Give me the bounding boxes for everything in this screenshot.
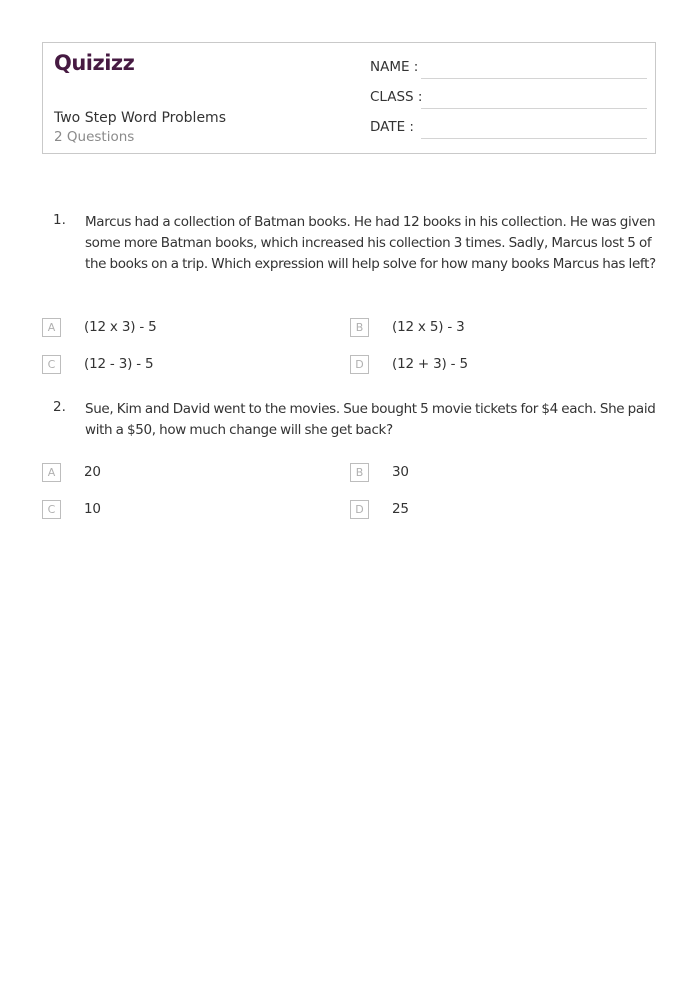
option-text: 20 — [84, 464, 101, 480]
option-a[interactable] — [42, 318, 322, 339]
option-letter-box: C — [42, 500, 61, 519]
date-field[interactable] — [370, 119, 647, 139]
question-number: 1. — [53, 212, 66, 228]
option-letter-box: B — [350, 318, 369, 337]
option-text: 30 — [392, 464, 409, 480]
option-letter-box: C — [42, 355, 61, 374]
option-d[interactable] — [350, 355, 630, 376]
class-label: CLASS : — [370, 89, 423, 105]
option-letter-box: A — [42, 318, 61, 337]
name-label: NAME : — [370, 59, 419, 75]
quizizz-logo: Quizizz — [54, 51, 135, 75]
worksheet-title: Two Step Word Problems — [54, 110, 226, 126]
question-1 — [42, 212, 656, 387]
option-b[interactable] — [350, 463, 630, 484]
date-label: DATE : — [370, 119, 414, 135]
option-d[interactable] — [350, 500, 630, 521]
worksheet-header — [42, 42, 656, 154]
option-b[interactable] — [350, 318, 630, 339]
option-text: (12 x 5) - 3 — [392, 319, 465, 335]
option-c[interactable] — [42, 500, 322, 521]
name-line[interactable] — [421, 78, 647, 79]
name-field[interactable] — [370, 59, 647, 79]
class-field[interactable] — [370, 89, 647, 109]
option-text: (12 x 3) - 5 — [84, 319, 157, 335]
option-text: (12 + 3) - 5 — [392, 356, 468, 372]
date-line[interactable] — [421, 138, 647, 139]
option-text: 10 — [84, 501, 101, 517]
class-line[interactable] — [421, 108, 647, 109]
option-c[interactable] — [42, 355, 322, 376]
question-number: 2. — [53, 399, 66, 415]
option-letter-box: D — [350, 500, 369, 519]
option-text: (12 - 3) - 5 — [84, 356, 154, 372]
option-a[interactable] — [42, 463, 322, 484]
question-text: Sue, Kim and David went to the movies. Sue bought 5 movie tickets for $4 each. She paid with a $50, how much change will she get back? — [85, 401, 656, 438]
option-letter-box: D — [350, 355, 369, 374]
question-text: Marcus had a collection of Batman books. He had 12 books in his collection. He was given some more Batman books, which increased his collection 3 times. Sadly, Marcus lost 5 of the books on a trip. Which expression will help solve for how many books Marcus has left? — [85, 214, 656, 272]
option-text: 25 — [392, 501, 409, 517]
question-2 — [42, 399, 656, 524]
question-count: 2 Questions — [54, 129, 135, 145]
option-letter-box: A — [42, 463, 61, 482]
option-letter-box: B — [350, 463, 369, 482]
